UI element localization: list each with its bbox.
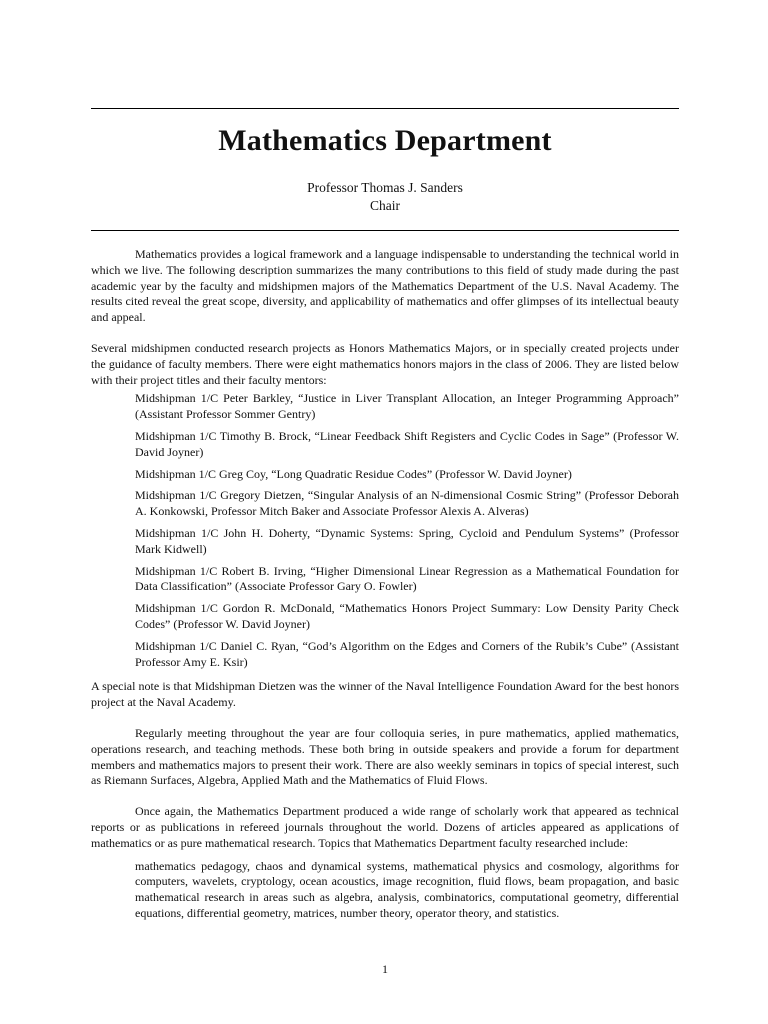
intro-paragraph: Mathematics provides a logical framework and a language indispensable to understanding the technical world in which we live. The following description summarizes the many contributions to this field of study made during the past academic year by the faculty and midshipmen majors of the Mathematics Department of the U.S. Naval Academy. The results cited reveal the great scope, diversity, and applicability of mathematics and offer glimpses of its intellectual beauty and appeal. <box>91 247 679 325</box>
page-number: 1 <box>382 962 388 976</box>
list-item: Midshipman 1/C Timothy B. Brock, “Linear Feedback Shift Registers and Cyclic Codes in Sage” (Professor W. David Joyner) <box>135 428 679 459</box>
research-topics-paragraph: mathematics pedagogy, chaos and dynamical systems, mathematical physics and cosmology, algorithms for computers, wavelets, cryptology, ocean acoustics, image recognition, fluid flows, beam propagation, and basic mathematical research in areas such as algebra, analysis, combinatorics, computational geometry, differential equations, differential geometry, matrices, number theory, operator theory, and statistics. <box>135 858 679 920</box>
list-item: Midshipman 1/C Greg Coy, “Long Quadratic Residue Codes” (Professor W. David Joyner) <box>135 466 572 481</box>
document-body <box>91 247 679 922</box>
page-title: Mathematics Department <box>218 124 552 157</box>
list-item: Midshipman 1/C Gordon R. McDonald, “Mathematics Honors Project Summary: Low Density Parity Check Codes” (Professor W. David Joyner) <box>135 601 679 631</box>
honors-intro-paragraph: Several midshipmen conducted research projects as Honors Mathematics Majors, or in specially created projects under the guidance of faculty members. There were eight mathematics honors majors in the class of 2006. They are listed below with their project titles and their faculty mentors: <box>91 340 679 387</box>
special-note-paragraph: A special note is that Midshipman Dietzen was the winner of the Naval Intelligence Foundation Award for the best honors project at the Naval Academy. <box>91 679 679 710</box>
colloquia-paragraph: Regularly meeting throughout the year are four colloquia series, in pure mathematics, applied mathematics, operations research, and teaching methods. These both bring in outside speakers and provide a forum for department members and mathematics majors to present their work. There are also weekly seminars in topics of special interest, such as Riemann Surfaces, Algebra, Applied Math and the Mathematics of Fluid Flows. <box>91 725 679 788</box>
list-item: Midshipman 1/C John H. Doherty, “Dynamic Systems: Spring, Cycloid and Pendulum Systems” (Professor Mark Kidwell) <box>135 525 679 556</box>
chair-name: Professor Thomas J. Sanders <box>307 180 463 195</box>
scholarly-work-paragraph: Once again, the Mathematics Department produced a wide range of scholarly work that appeared as technical reports or as publications in refereed journals throughout the world. Dozens of articles appeared as applications of mathematics or as pure mathematical research. Topics that Mathematics Department faculty researched include: <box>91 804 679 850</box>
top-rule <box>91 108 679 109</box>
list-item: Midshipman 1/C Robert B. Irving, “Higher Dimensional Linear Regression as a Mathematical Foundation for Data Classification” (Associate Professor Gary O. Fowler) <box>135 563 679 594</box>
chair-role: Chair <box>370 198 400 213</box>
list-item: Midshipman 1/C Gregory Dietzen, “Singular Analysis of an N-dimensional Cosmic String” (Professor Deborah A. Konkowski, Professor Mitch Baker and Associate Professor Alexis A. Alveras) <box>135 488 679 519</box>
honors-project-list <box>135 391 679 670</box>
header-rule <box>91 230 679 231</box>
list-item: Midshipman 1/C Peter Barkley, “Justice in Liver Transplant Allocation, an Integer Programming Approach” (Assistant Professor Sommer Gentry) <box>135 391 679 422</box>
list-item: Midshipman 1/C Daniel C. Ryan, “God’s Algorithm on the Edges and Corners of the Rubik’s Cube” (Assistant Professor Amy E. Ksir) <box>135 638 679 669</box>
